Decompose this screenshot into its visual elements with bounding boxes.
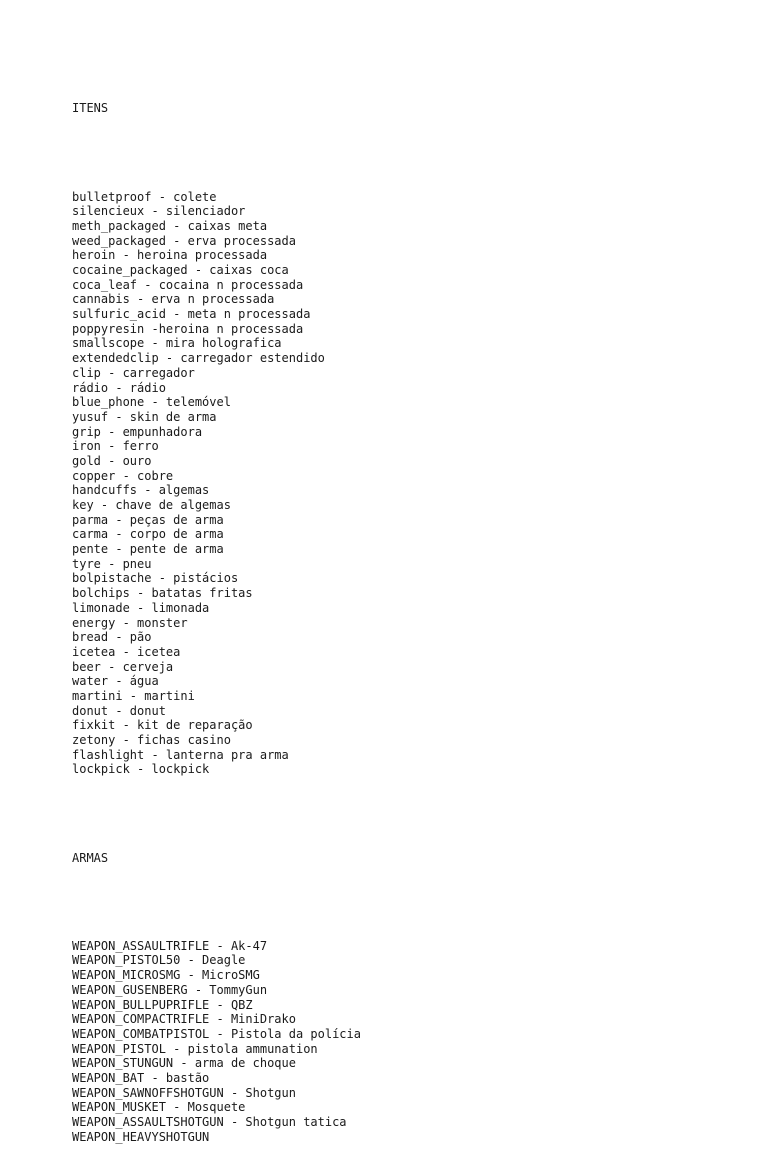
list-item: fixkit - kit de reparação [72, 718, 253, 733]
list-item: smallscope - mira holografica [72, 336, 282, 351]
list-item: water - água [72, 674, 159, 689]
list-item: handcuffs - algemas [72, 483, 210, 498]
list-item: zetony - fichas casino [72, 733, 231, 748]
list-item: WEAPON_STUNGUN - arma de choque [72, 1056, 296, 1071]
list-item: icetea - icetea [72, 644, 181, 659]
list-item: martini - martini [72, 688, 195, 703]
list-item: bread - pão [72, 630, 152, 645]
list-item: WEAPON_SAWNOFFSHOTGUN - Shotgun [72, 1085, 296, 1100]
weapons-section-title: ARMAS [72, 850, 109, 865]
list-item: rádio - rádio [72, 380, 166, 395]
list-item: sulfuric_acid - meta n processada [72, 307, 311, 322]
list-item: iron - ferro [72, 439, 159, 454]
list-item: energy - monster [72, 615, 188, 630]
items-section-title: ITENS [72, 101, 109, 116]
list-item: cannabis - erva n processada [72, 292, 275, 307]
section-spacer [72, 146, 732, 161]
list-item: yusuf - skin de arma [72, 409, 217, 424]
list-item: WEAPON_MICROSMG - MicroSMG [72, 968, 260, 983]
list-item: cocaine_packaged - caixas coca [72, 263, 289, 278]
list-item: WEAPON_GUSENBERG - TommyGun [72, 982, 268, 997]
list-item: clip - carregador [72, 365, 195, 380]
list-item: silencieux - silenciador [72, 204, 246, 219]
list-item: tyre - pneu [72, 556, 152, 571]
list-item: WEAPON_ASSAULTSHOTGUN - Shotgun tatica [72, 1115, 347, 1130]
list-item: gold - ouro [72, 453, 152, 468]
list-item: copper - cobre [72, 468, 174, 483]
list-item: WEAPON_BAT - bastão [72, 1070, 210, 1085]
list-item: carma - corpo de arma [72, 527, 224, 542]
items-list [72, 190, 732, 778]
list-item: flashlight - lanterna pra arma [72, 747, 289, 762]
list-item: WEAPON_BULLPUPRIFLE - QBZ [72, 997, 253, 1012]
list-item: WEAPON_COMBATPISTOL - Pistola da polícia [72, 1026, 361, 1041]
list-item: bolpistache - pistácios [72, 571, 239, 586]
list-item: pente - pente de arma [72, 542, 224, 557]
list-item: grip - empunhadora [72, 424, 203, 439]
list-item: WEAPON_MUSKET - Mosquete [72, 1100, 246, 1115]
list-item: bolchips - batatas fritas [72, 586, 253, 601]
list-item: WEAPON_PISTOL - pistola ammunation [72, 1041, 318, 1056]
list-item: WEAPON_ASSAULTRIFLE - Ak-47 [72, 938, 268, 953]
list-item: weed_packaged - erva processada [72, 233, 296, 248]
list-item: limonade - limonada [72, 600, 210, 615]
list-item: blue_phone - telemóvel [72, 395, 231, 410]
list-item: key - chave de algemas [72, 498, 231, 513]
list-item: lockpick - lockpick [72, 762, 210, 777]
list-item: coca_leaf - cocaina n processada [72, 277, 304, 292]
list-item: bulletproof - colete [72, 189, 217, 204]
list-item: donut - donut [72, 703, 166, 718]
list-item: WEAPON_HEAVYSHOTGUN [72, 1129, 210, 1144]
list-item: WEAPON_PISTOL50 - Deagle [72, 953, 246, 968]
section-spacer [72, 895, 732, 910]
weapons-list [72, 939, 732, 1145]
list-item: heroin - heroina processada [72, 248, 268, 263]
list-item: beer - cerveja [72, 659, 174, 674]
list-item: parma - peças de arma [72, 512, 224, 527]
list-item: poppyresin -heroina n processada [72, 321, 304, 336]
document-page [72, 72, 732, 1159]
section-spacer [72, 807, 732, 822]
list-item: WEAPON_COMPACTRIFLE - MiniDrako [72, 1012, 296, 1027]
list-item: extendedclip - carregador estendido [72, 351, 325, 366]
list-item: meth_packaged - caixas meta [72, 218, 268, 233]
